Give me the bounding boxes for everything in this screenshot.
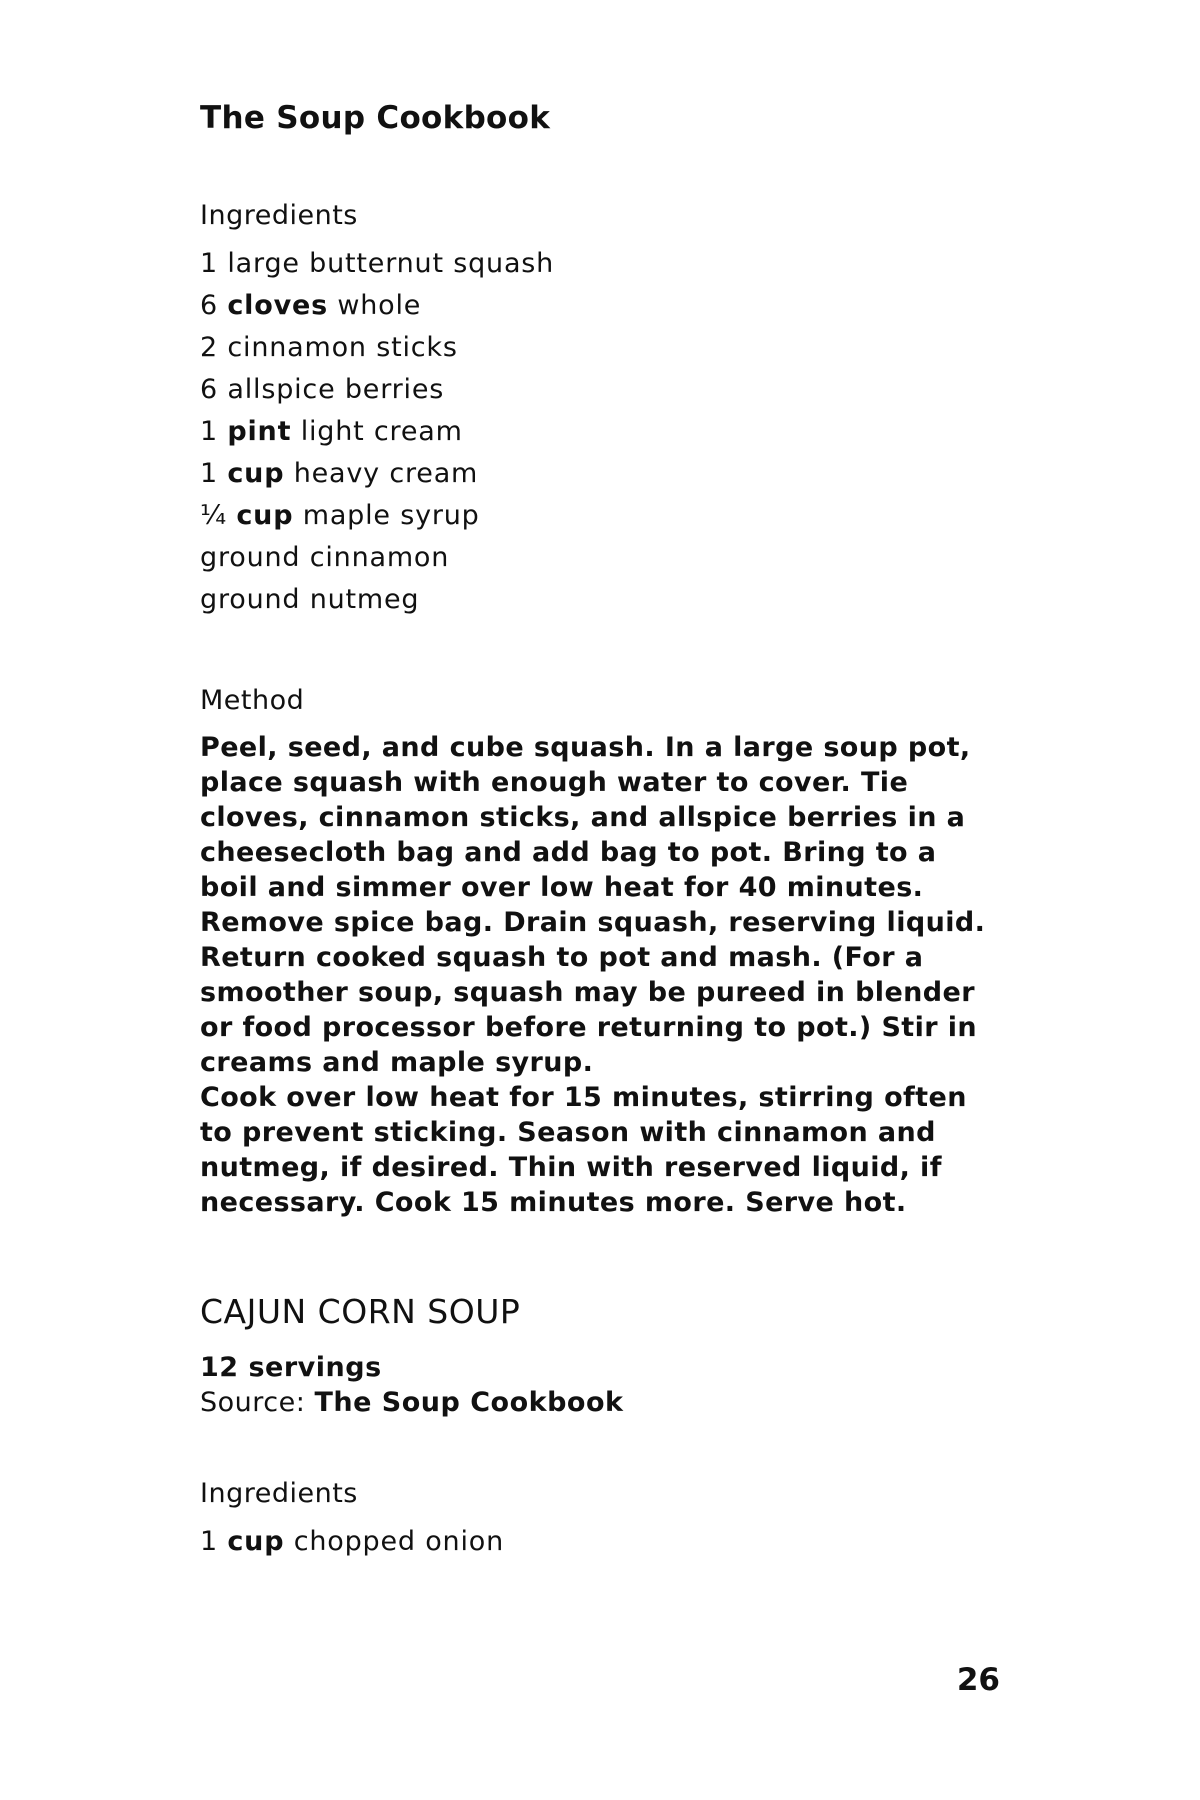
ingredient-name: allspice berries [227, 374, 445, 405]
ingredient-name: whole [337, 290, 422, 321]
ingredient-name: ground nutmeg [200, 584, 420, 615]
ingredients-section [200, 1478, 504, 1563]
ingredient-list [200, 1521, 504, 1563]
ingredients-section [200, 200, 554, 621]
ingredient-unit: cloves [227, 290, 328, 321]
ingredient-qty: ¼ [200, 500, 227, 531]
ingredients-heading: Ingredients [200, 200, 358, 231]
ingredient-qty: 2 [200, 332, 218, 363]
cookbook-page [200, 0, 1000, 1800]
ingredient-item [200, 369, 554, 411]
ingredient-unit: cup [236, 500, 294, 531]
ingredient-name: large butternut squash [227, 248, 555, 279]
ingredient-qty: 1 [200, 248, 218, 279]
ingredient-item [200, 579, 554, 621]
ingredient-name: light cream [300, 416, 463, 447]
servings-count: 12 servings [200, 1352, 382, 1383]
method-section [200, 685, 1000, 1220]
ingredient-item [200, 1521, 504, 1563]
ingredient-qty: 6 [200, 290, 218, 321]
ingredient-name: chopped onion [293, 1526, 504, 1557]
ingredient-name: maple syrup [302, 500, 480, 531]
ingredient-item [200, 411, 554, 453]
ingredients-heading: Ingredients [200, 1478, 358, 1509]
method-paragraph: Cook over low heat for 15 minutes, stirring often to prevent sticking. Season with cinnamon and nutmeg, if desired. Thin with reserved liquid, if necessary. Cook 15 minutes more. Serve hot. [200, 1082, 967, 1218]
page-number: 26 [956, 1662, 1000, 1698]
recipe-title: CAJUN CORN SOUP [200, 1292, 521, 1331]
ingredient-unit: pint [227, 416, 292, 447]
ingredient-qty: 1 [200, 458, 218, 489]
source-line [200, 1385, 623, 1420]
ingredient-item [200, 243, 554, 285]
ingredient-unit: cup [227, 458, 285, 489]
running-title: The Soup Cookbook [200, 100, 551, 136]
ingredient-qty: 1 [200, 1526, 218, 1557]
ingredient-unit: cup [227, 1526, 285, 1557]
ingredient-item [200, 453, 554, 495]
source-label: Source: [200, 1387, 306, 1418]
source-value: The Soup Cookbook [314, 1387, 624, 1418]
ingredient-item [200, 285, 554, 327]
ingredient-list [200, 243, 554, 621]
ingredient-name: ground cinnamon [200, 542, 450, 573]
ingredient-qty: 6 [200, 374, 218, 405]
ingredient-qty: 1 [200, 416, 218, 447]
method-paragraph: Peel, seed, and cube squash. In a large soup pot, place squash with enough water to cover. Tie cloves, cinnamon sticks, and allspice berries in a cheesecloth bag and add bag to pot. Bring to a boil and simmer over low heat for 40 minutes. Remove spice bag. Drain squash, reserving liquid. Return cooked squash to pot and mash. (For a smoother soup, squash may be pureed in blender or food processor before returning to pot.) Stir in creams and maple syrup. [200, 732, 986, 1078]
ingredient-item [200, 537, 554, 579]
ingredient-item [200, 327, 554, 369]
recipe-meta [200, 1350, 623, 1420]
ingredient-item [200, 495, 554, 537]
method-heading: Method [200, 685, 305, 716]
method-text [200, 730, 1000, 1220]
ingredient-name: heavy cream [293, 458, 479, 489]
ingredient-name: cinnamon sticks [227, 332, 458, 363]
